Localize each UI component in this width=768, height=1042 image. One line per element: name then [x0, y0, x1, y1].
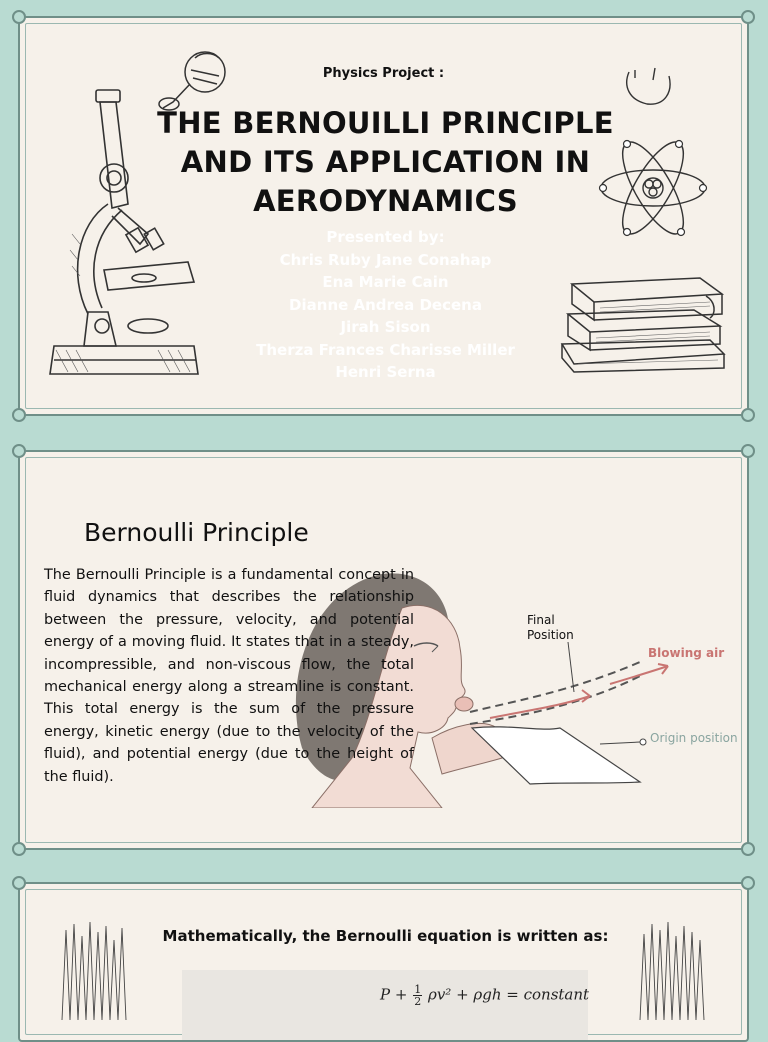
equation-box	[182, 970, 588, 1040]
presenters-block	[170, 226, 601, 384]
title-slide	[18, 16, 749, 416]
corner-ornament	[741, 842, 755, 856]
fraction-denominator: 2	[414, 995, 422, 1008]
half-fraction	[413, 984, 422, 1007]
presenter-name: Jirah Sison	[340, 318, 431, 336]
corner-ornament	[741, 10, 755, 24]
presenter-name: Therza Frances Charisse Miller	[256, 340, 515, 359]
final-position-label: Final Position	[527, 613, 574, 642]
corner-ornament	[741, 408, 755, 422]
principle-slide	[18, 450, 749, 850]
project-label: Physics Project :	[322, 66, 445, 81]
waveform-icon	[60, 920, 130, 1030]
presenter-name: Henri Serna	[335, 363, 436, 381]
equation-slide	[18, 882, 749, 1042]
equation-pressure-term: P +	[380, 985, 408, 1004]
waveform-icon	[638, 920, 708, 1030]
fraction-numerator: 1	[414, 983, 422, 996]
corner-ornament	[12, 444, 26, 458]
title-line: AND ITS APPLICATION IN	[180, 145, 591, 179]
bernoulli-equation	[380, 984, 589, 1007]
presenter-name: Chris Ruby Jane Conahap	[279, 250, 492, 269]
main-title	[120, 104, 651, 221]
title-line: THE BERNOUILLI PRINCIPLE	[157, 106, 614, 140]
presenter-name: Ena Marie Cain	[322, 273, 449, 291]
corner-ornament	[12, 408, 26, 422]
corner-ornament	[12, 842, 26, 856]
presented-by-label: Presented by:	[326, 228, 445, 246]
title-line: AERODYNAMICS	[253, 184, 518, 218]
corner-ornament	[741, 876, 755, 890]
origin-position-label: Origin position	[650, 731, 738, 745]
principle-paragraph: The Bernoulli Principle is a fundamental concept in fluid dynamics that describes the relationship between the pressure, velocity, and potential energy of a moving fluid. It states that in a steady, incompressible, and non-viscous flow, the total mechanical energy along a streamline is constant. This total energy is the sum of the pressure energy, kinetic energy (due to the velocity of the fluid), and potential energy (due to the height of the fluid).	[44, 567, 414, 785]
section-heading: Bernoulli Principle	[84, 518, 309, 547]
equation-caption: Mathematically, the Bernoulli equation is written as:	[162, 927, 609, 945]
corner-ornament	[741, 444, 755, 458]
equation-rest: ρv² + ρgh = constant	[428, 985, 590, 1004]
blowing-air-label: Blowing air	[648, 646, 725, 660]
presenter-name: Dianne Andrea Decena	[289, 295, 482, 314]
corner-ornament	[12, 10, 26, 24]
corner-ornament	[12, 876, 26, 890]
